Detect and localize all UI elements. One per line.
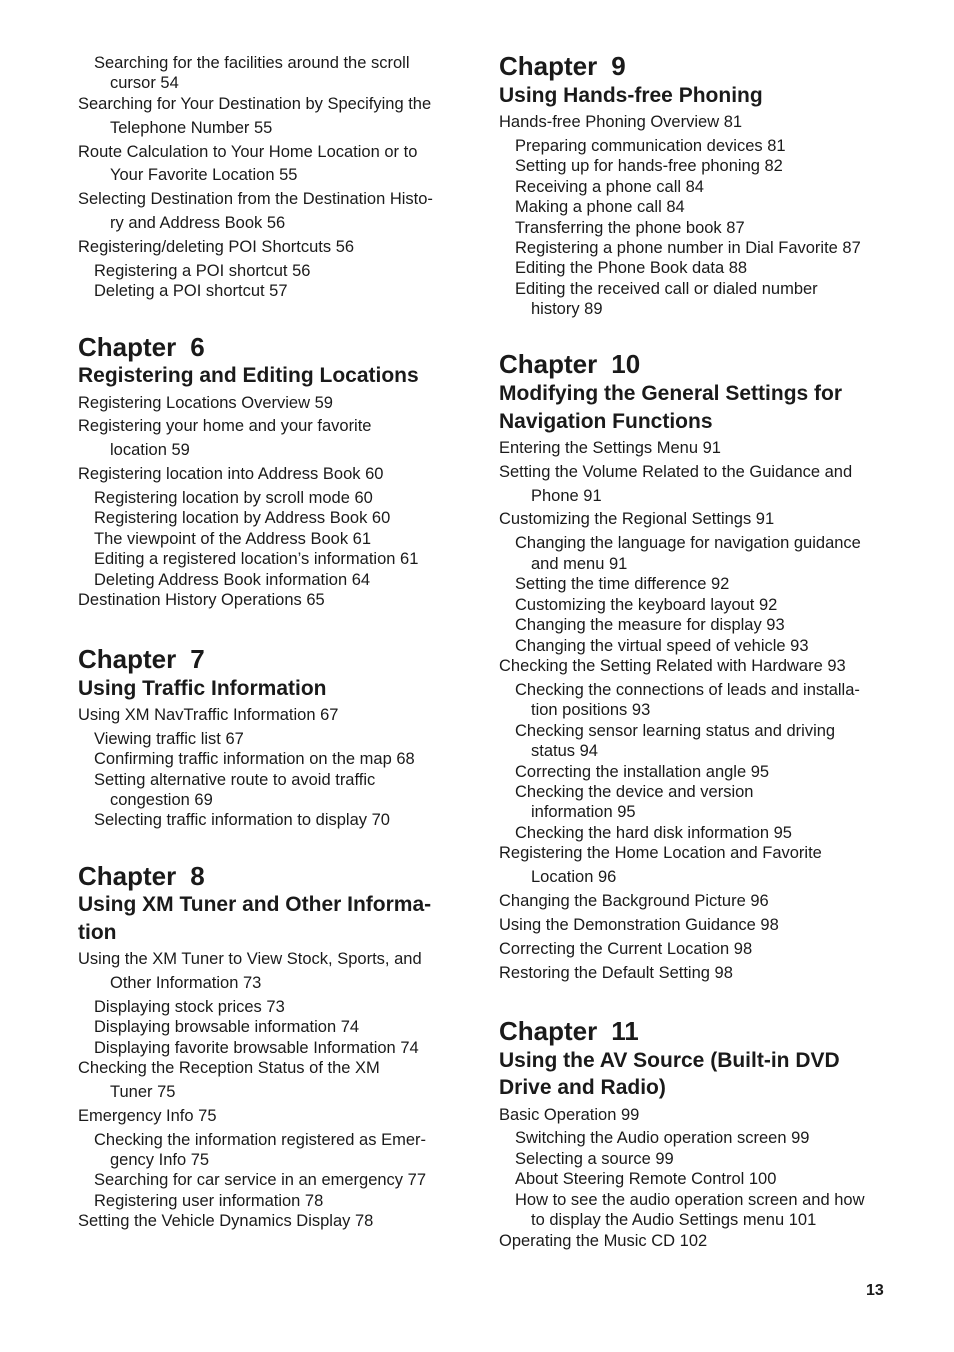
toc-entry[interactable]: Route Calculation to Your Home Location or to [78, 143, 418, 161]
toc-entry[interactable]: Hands-free Phoning Overview 81 [499, 113, 743, 131]
chapter-heading-11 [499, 1016, 639, 1046]
toc-entry-continued[interactable]: and menu 91 [531, 555, 628, 573]
chapter-heading-9 [499, 51, 626, 81]
toc-entry[interactable]: Registering location into Address Book 60 [78, 465, 384, 483]
chapter-label: Chapter [78, 644, 177, 674]
toc-entry[interactable]: How to see the audio operation screen and how [515, 1191, 865, 1209]
toc-entry-continued[interactable]: Telephone Number 55 [110, 119, 273, 137]
toc-entry[interactable]: Changing the language for navigation guidance [515, 534, 861, 552]
chapter-title-continued[interactable]: Navigation Functions [499, 410, 713, 433]
toc-entry[interactable]: Registering location by scroll mode 60 [94, 489, 373, 507]
toc-entry-continued[interactable]: cursor 54 [110, 74, 179, 92]
chapter-title-continued[interactable]: Drive and Radio) [499, 1076, 666, 1099]
toc-entry-continued[interactable]: location 59 [110, 441, 190, 459]
toc-entry[interactable]: Changing the virtual speed of vehicle 93 [515, 637, 809, 655]
toc-entry[interactable]: Destination History Operations 65 [78, 591, 325, 609]
toc-entry[interactable]: Searching for car service in an emergency 77 [94, 1171, 426, 1189]
toc-entry[interactable]: Using XM NavTraffic Information 67 [78, 706, 339, 724]
chapter-label: Chapter [78, 861, 177, 891]
toc-entry[interactable]: Setting the Volume Related to the Guidance and [499, 463, 853, 481]
toc-entry[interactable]: Switching the Audio operation screen 99 [515, 1129, 810, 1147]
toc-entry[interactable]: Checking the device and version [515, 783, 754, 801]
toc-entry[interactable]: Registering/deleting POI Shortcuts 56 [78, 238, 355, 256]
toc-entry[interactable]: Checking sensor learning status and driving [515, 722, 836, 740]
toc-entry[interactable]: Customizing the Regional Settings 91 [499, 510, 775, 528]
chapter-label: Chapter [499, 349, 598, 379]
toc-entry[interactable]: Entering the Settings Menu 91 [499, 439, 721, 457]
toc-entry[interactable]: Searching for the facilities around the scroll [94, 54, 410, 72]
toc-entry[interactable]: Operating the Music CD 102 [499, 1232, 708, 1250]
toc-entry[interactable]: Making a phone call 84 [515, 198, 685, 216]
toc-entry[interactable]: Checking the Reception Status of the XM [78, 1059, 380, 1077]
toc-entry[interactable]: Editing a registered location’s information 61 [94, 550, 419, 568]
chapter-heading-8 [78, 861, 205, 891]
chapter-title[interactable]: Using XM Tuner and Other Informa- [78, 893, 432, 916]
toc-entry-continued[interactable]: tion positions 93 [531, 701, 651, 719]
toc-entry[interactable]: Registering user information 78 [94, 1192, 324, 1210]
chapter-title[interactable]: Using the AV Source (Built-in DVD [499, 1049, 840, 1072]
toc-entry[interactable]: Basic Operation 99 [499, 1106, 640, 1124]
toc-entry[interactable]: Registering a phone number in Dial Favorite 87 [515, 239, 861, 257]
toc-entry[interactable]: Viewing traffic list 67 [94, 730, 244, 748]
toc-entry-continued[interactable]: gency Info 75 [110, 1151, 210, 1169]
chapter-number: 7 [190, 644, 205, 674]
toc-entry[interactable]: Using the Demonstration Guidance 98 [499, 916, 779, 934]
toc-entry-continued[interactable]: status 94 [531, 742, 598, 760]
toc-entry[interactable]: Restoring the Default Setting 98 [499, 964, 733, 982]
toc-entry[interactable]: Checking the information registered as Emer- [94, 1131, 426, 1149]
toc-entry[interactable]: Deleting a POI shortcut 57 [94, 282, 288, 300]
toc-entry[interactable]: Confirming traffic information on the map 68 [94, 750, 415, 768]
toc-entry-continued[interactable]: ry and Address Book 56 [110, 214, 286, 232]
toc-entry[interactable]: The viewpoint of the Address Book 61 [94, 530, 372, 548]
chapter-title-continued[interactable]: tion [78, 921, 117, 944]
toc-entry-continued[interactable]: to display the Audio Settings menu 101 [531, 1211, 817, 1229]
toc-entry[interactable]: Checking the Setting Related with Hardware 93 [499, 657, 846, 675]
toc-entry[interactable]: Correcting the Current Location 98 [499, 940, 753, 958]
toc-entry[interactable]: Receiving a phone call 84 [515, 178, 704, 196]
toc-entry[interactable]: About Steering Remote Control 100 [515, 1170, 777, 1188]
toc-entry[interactable]: Changing the measure for display 93 [515, 616, 785, 634]
toc-entry-continued[interactable]: Location 96 [531, 868, 617, 886]
toc-entry[interactable]: Editing the Phone Book data 88 [515, 259, 748, 277]
toc-entry[interactable]: Checking the hard disk information 95 [515, 824, 792, 842]
toc-entry[interactable]: Correcting the installation angle 95 [515, 763, 770, 781]
page-number: 13 [866, 1282, 884, 1299]
toc-entry[interactable]: Displaying stock prices 73 [94, 998, 285, 1016]
toc-entry[interactable]: Transferring the phone book 87 [515, 219, 745, 237]
chapter-title[interactable]: Using Hands-free Phoning [499, 84, 763, 107]
toc-entry[interactable]: Checking the connections of leads and installa- [515, 681, 860, 699]
toc-entry-continued[interactable]: Other Information 73 [110, 974, 262, 992]
toc-entry[interactable]: Editing the received call or dialed number [515, 280, 818, 298]
toc-entry[interactable]: Registering a POI shortcut 56 [94, 262, 311, 280]
toc-entry[interactable]: Emergency Info 75 [78, 1107, 217, 1125]
toc-entry[interactable]: Setting up for hands-free phoning 82 [515, 157, 783, 175]
toc-entry-continued[interactable]: Your Favorite Location 55 [110, 166, 298, 184]
chapter-title[interactable]: Modifying the General Settings for [499, 382, 843, 405]
chapter-number: 10 [611, 349, 641, 379]
toc-entry[interactable]: Preparing communication devices 81 [515, 137, 786, 155]
toc-entry[interactable]: Registering your home and your favorite [78, 417, 372, 435]
toc-entry[interactable]: Deleting Address Book information 64 [94, 571, 371, 589]
toc-entry-continued[interactable]: Tuner 75 [110, 1083, 176, 1101]
chapter-heading-6 [78, 332, 205, 362]
chapter-heading-10 [499, 349, 640, 379]
toc-entry-continued[interactable]: history 89 [531, 300, 603, 318]
chapter-number: 11 [611, 1016, 639, 1046]
toc-entry[interactable]: Using the XM Tuner to View Stock, Sports, and [78, 950, 422, 968]
toc-entry[interactable]: Setting alternative route to avoid traffic [94, 771, 376, 789]
toc-entry[interactable]: Selecting Destination from the Destination Histo- [78, 190, 433, 208]
toc-entry[interactable]: Customizing the keyboard layout 92 [515, 596, 778, 614]
chapter-number: 6 [190, 332, 205, 362]
toc-entry[interactable]: Setting the time difference 92 [515, 575, 730, 593]
toc-entry-continued[interactable]: information 95 [531, 803, 636, 821]
chapter-label: Chapter [499, 1016, 598, 1046]
toc-entry[interactable]: Registering the Home Location and Favorite [499, 844, 822, 862]
toc-entry[interactable]: Setting the Vehicle Dynamics Display 78 [78, 1212, 374, 1230]
chapter-label: Chapter [499, 51, 598, 81]
toc-entry[interactable]: Changing the Background Picture 96 [499, 892, 769, 910]
chapter-title[interactable]: Using Traffic Information [78, 677, 327, 700]
toc-entry[interactable]: Selecting traffic information to display 70 [94, 811, 390, 829]
toc-entry[interactable]: Selecting a source 99 [515, 1150, 674, 1168]
toc-entry[interactable]: Registering Locations Overview 59 [78, 394, 333, 412]
toc-entry[interactable]: Displaying browsable information 74 [94, 1018, 360, 1036]
chapter-title[interactable]: Registering and Editing Locations [78, 364, 419, 387]
chapter-label: Chapter [78, 332, 177, 362]
chapter-number: 8 [190, 861, 205, 891]
toc-entry-continued[interactable]: congestion 69 [110, 791, 213, 809]
toc-entry[interactable]: Searching for Your Destination by Specifying the [78, 95, 432, 113]
chapter-heading-7 [78, 644, 205, 674]
chapter-number: 9 [611, 51, 626, 81]
toc-entry[interactable]: Displaying favorite browsable Information 74 [94, 1039, 419, 1057]
toc-entry-continued[interactable]: Phone 91 [531, 487, 602, 505]
toc-entry[interactable]: Registering location by Address Book 60 [94, 509, 391, 527]
